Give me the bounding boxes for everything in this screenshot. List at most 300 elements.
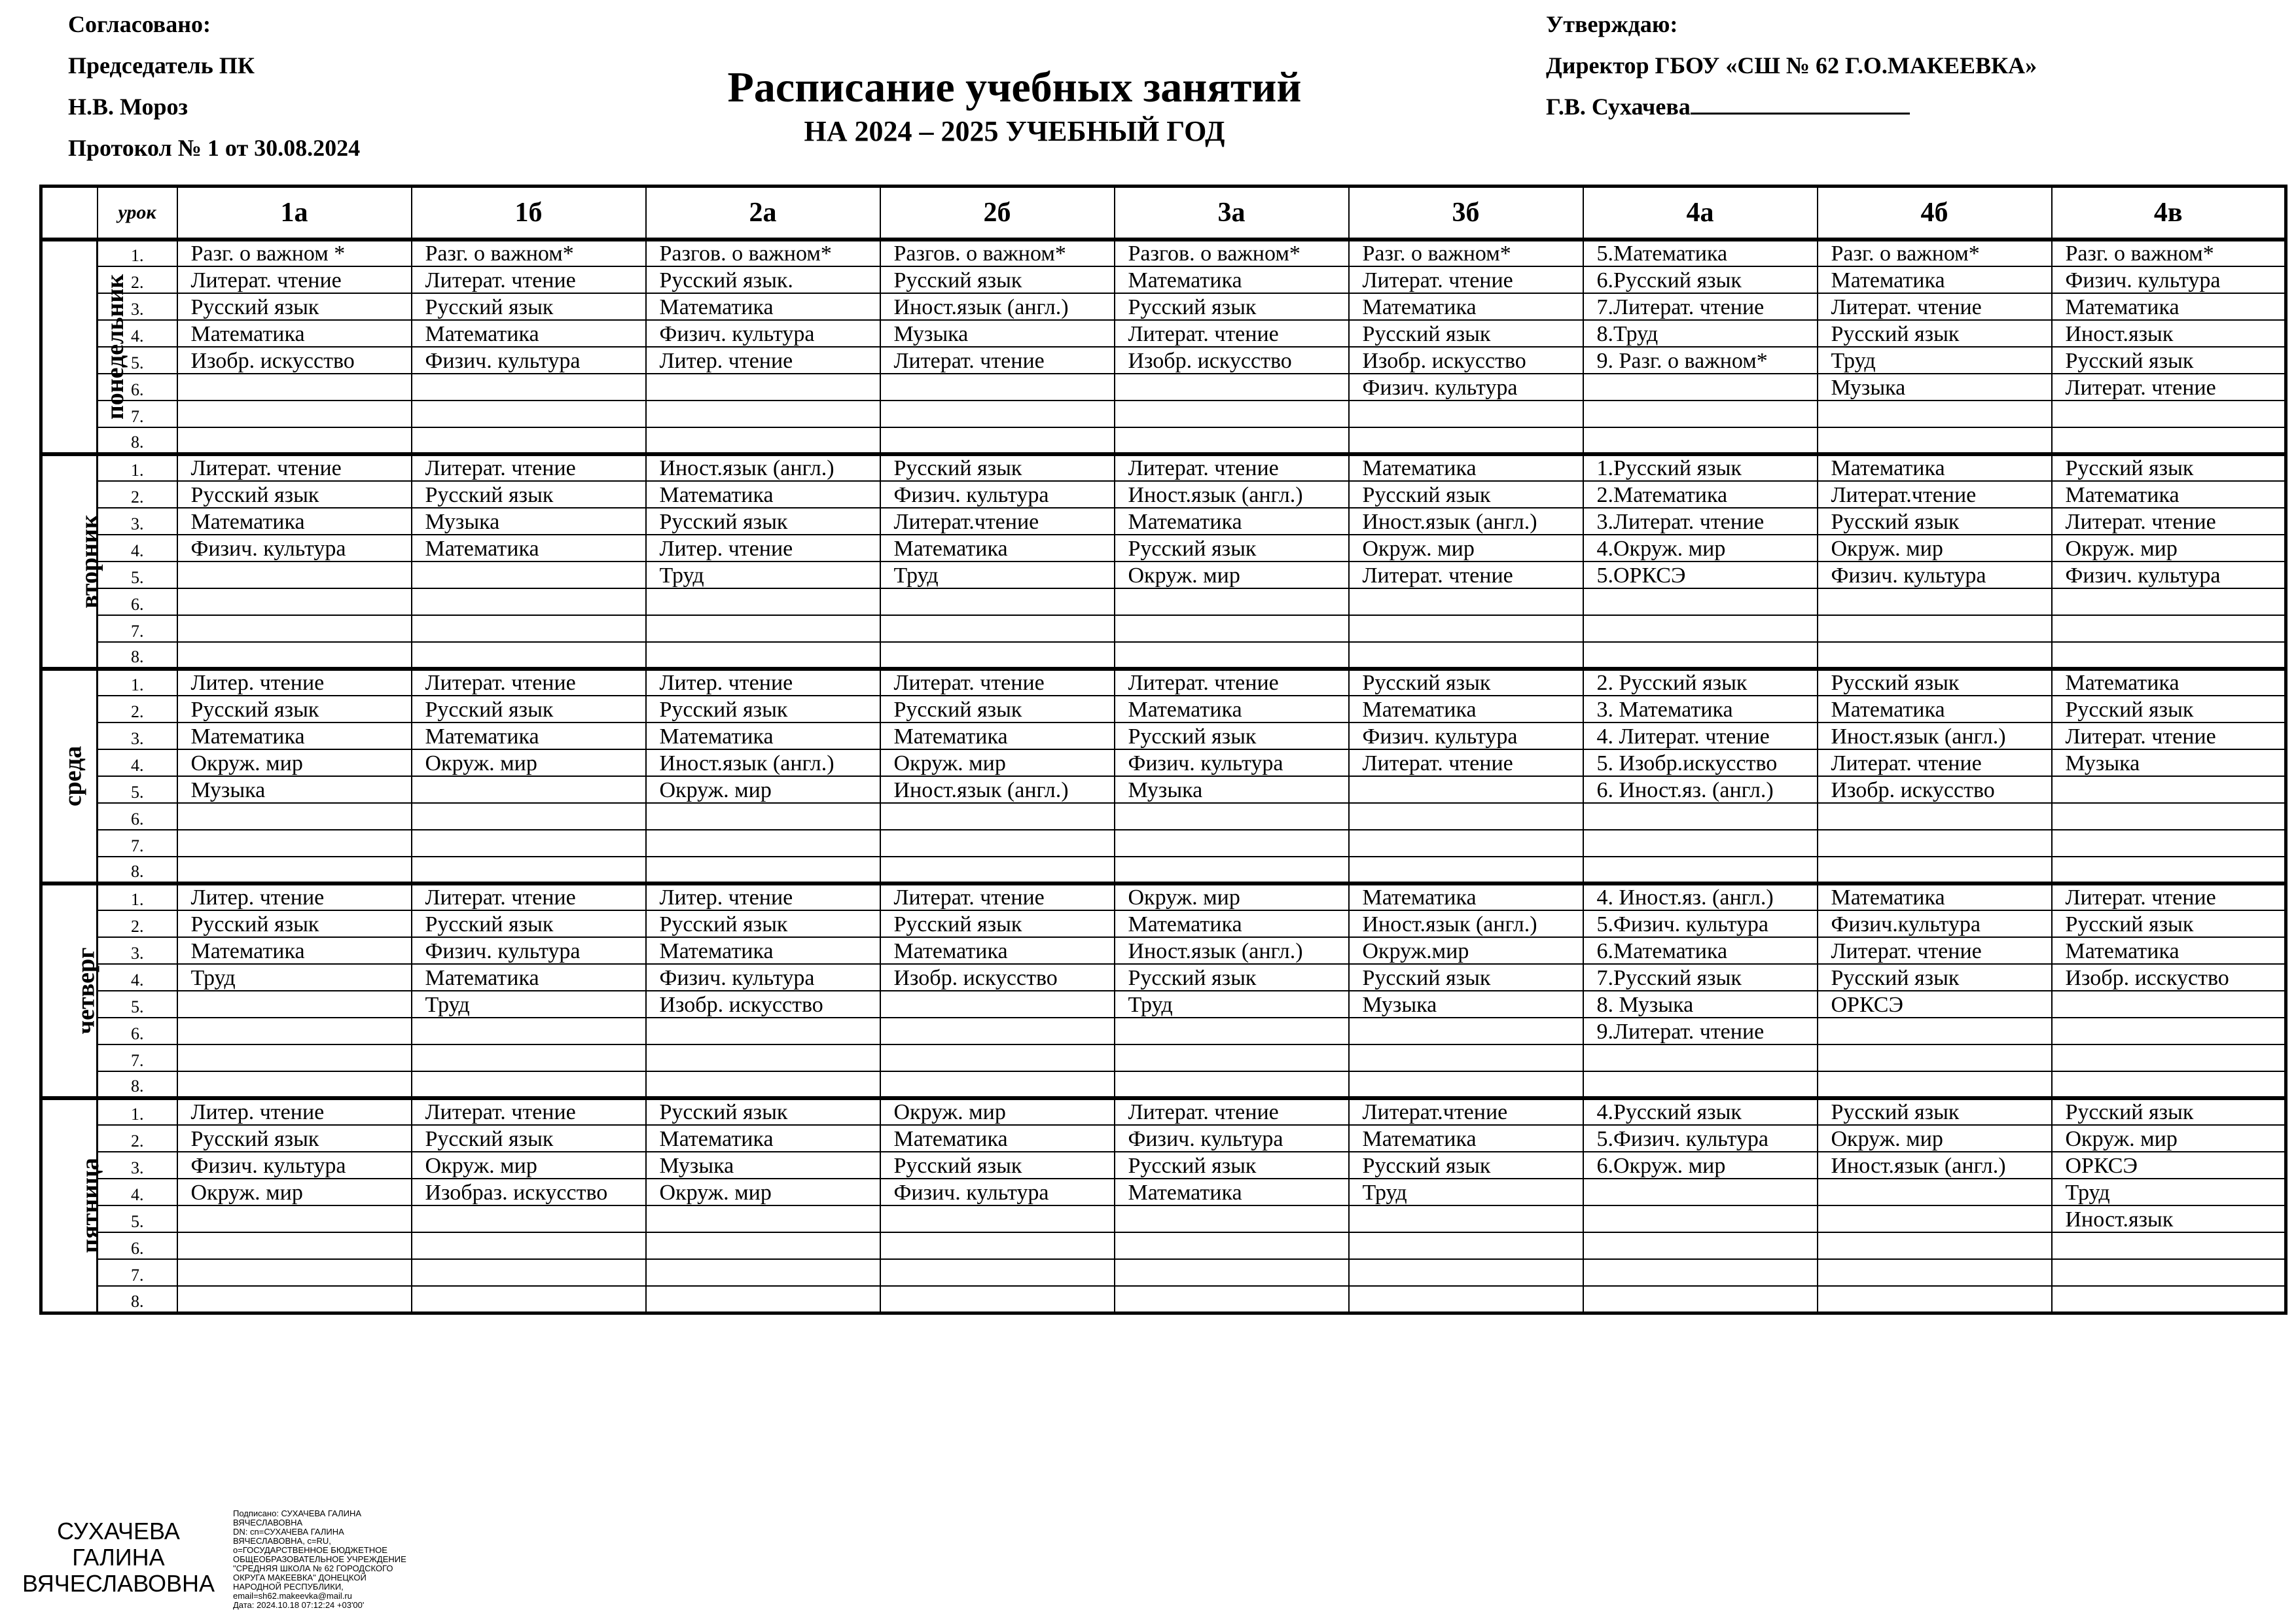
table-row xyxy=(41,266,2286,293)
lesson-cell xyxy=(412,401,646,427)
lesson-cell: Музыка xyxy=(1818,374,2052,401)
lesson-cell xyxy=(177,803,412,830)
lesson-cell: Физич. культура xyxy=(1818,562,2052,588)
lesson-number: 4. xyxy=(98,749,177,776)
lesson-cell: Математика xyxy=(1818,696,2052,722)
schedule-table xyxy=(39,185,2287,1315)
table-row xyxy=(41,401,2286,427)
lesson-cell: Русский язык xyxy=(1818,964,2052,991)
lesson-cell: 6.Математика xyxy=(1583,937,1818,964)
class-header: 2б xyxy=(880,187,1115,240)
lesson-cell: Математика xyxy=(880,535,1115,562)
lesson-cell: Русский язык xyxy=(1818,1098,2052,1125)
lesson-cell: Труд xyxy=(1818,347,2052,374)
lesson-number: 3. xyxy=(98,722,177,749)
lesson-cell: Математика xyxy=(646,937,880,964)
lesson-cell: Русский язык xyxy=(1115,964,1349,991)
lesson-cell: Окруж. мир xyxy=(880,1098,1115,1125)
lesson-number: 1. xyxy=(98,1098,177,1125)
lesson-cell: Математика xyxy=(1818,454,2052,481)
lesson-cell: Физич. культура xyxy=(646,320,880,347)
lesson-cell: Математика xyxy=(2052,293,2286,320)
stamp-detail-line: ОБЩЕОБРАЗОВАТЕЛЬНОЕ УЧРЕЖДЕНИЕ xyxy=(233,1554,406,1564)
lesson-cell: Математика xyxy=(646,481,880,508)
lesson-number: 2. xyxy=(98,266,177,293)
lesson-cell: Литерат. чтение xyxy=(412,454,646,481)
stamp-detail-line: email=sh62.makeevka@mail.ru xyxy=(233,1591,352,1601)
lesson-cell: Физич. культура xyxy=(646,964,880,991)
lesson-cell xyxy=(1349,427,1583,454)
lesson-cell: Математика xyxy=(1349,454,1583,481)
lesson-cell: Разгов. о важном* xyxy=(646,240,880,266)
lesson-number: 4. xyxy=(98,535,177,562)
lesson-cell: Труд xyxy=(2052,1179,2286,1205)
lesson-cell: Литер. чтение xyxy=(177,669,412,696)
header-row xyxy=(41,187,2286,240)
lesson-cell xyxy=(1583,1071,1818,1098)
lesson-cell xyxy=(412,830,646,857)
lesson-cell: Труд xyxy=(177,964,412,991)
lesson-cell: Русский язык xyxy=(412,696,646,722)
lesson-cell xyxy=(646,1044,880,1071)
lesson-cell: Иност.язык xyxy=(2052,1205,2286,1232)
lesson-cell: Математика xyxy=(2052,669,2286,696)
lesson-cell: Русский язык xyxy=(2052,347,2286,374)
lesson-cell: Литерат. чтение xyxy=(412,266,646,293)
lesson-cell: Русский язык xyxy=(1115,535,1349,562)
lesson-cell xyxy=(1818,401,2052,427)
table-row xyxy=(41,1098,2286,1125)
lesson-cell: Окруж. мир xyxy=(412,1152,646,1179)
day-cell xyxy=(41,454,103,669)
lesson-cell: Математика xyxy=(177,320,412,347)
lesson-cell xyxy=(177,1232,412,1259)
lesson-cell xyxy=(1583,803,1818,830)
lesson-cell: Физич. культура xyxy=(2052,562,2286,588)
lesson-cell xyxy=(1349,1232,1583,1259)
lesson-cell: Разг. о важном* xyxy=(412,240,646,266)
lesson-cell xyxy=(177,830,412,857)
lesson-cell: Литерат. чтение xyxy=(177,454,412,481)
lesson-cell: 8.Труд xyxy=(1583,320,1818,347)
lesson-cell: Русский язык xyxy=(2052,696,2286,722)
lesson-cell xyxy=(880,1205,1115,1232)
lesson-number: 4. xyxy=(98,964,177,991)
lesson-cell: Математика xyxy=(177,508,412,535)
table-row xyxy=(41,588,2286,615)
lesson-cell xyxy=(646,1205,880,1232)
lesson-cell: Изобр. искусство xyxy=(1349,347,1583,374)
class-header: 4в xyxy=(2052,187,2286,240)
lesson-cell: Физич. культура xyxy=(1115,749,1349,776)
lesson-cell xyxy=(1818,830,2052,857)
lesson-cell: Литерат. чтение xyxy=(880,669,1115,696)
approval-protocol: Протокол № 1 от 30.08.2024 xyxy=(68,135,361,161)
lesson-cell xyxy=(880,991,1115,1018)
lesson-number: 8. xyxy=(98,642,177,669)
lesson-number-header: урок xyxy=(98,187,177,240)
lesson-cell: Окруж. мир xyxy=(177,1179,412,1205)
lesson-cell xyxy=(177,642,412,669)
page-subtitle: НА 2024 – 2025 УЧЕБНЫЙ ГОД xyxy=(804,115,1225,147)
lesson-cell xyxy=(880,1232,1115,1259)
lesson-cell: Физич. культура xyxy=(177,1152,412,1179)
lesson-cell: 9.Литерат. чтение xyxy=(1583,1018,1818,1044)
lesson-cell xyxy=(1583,427,1818,454)
lesson-cell: Литер. чтение xyxy=(177,883,412,910)
lesson-cell: 7.Литерат. чтение xyxy=(1583,293,1818,320)
lesson-cell xyxy=(177,401,412,427)
lesson-number: 1. xyxy=(98,669,177,696)
lesson-cell xyxy=(646,615,880,642)
lesson-cell: ОРКСЭ xyxy=(2052,1152,2286,1179)
lesson-cell xyxy=(412,642,646,669)
table-row xyxy=(41,1152,2286,1179)
lesson-cell xyxy=(1349,615,1583,642)
lesson-cell: Иност.язык (англ.) xyxy=(1349,508,1583,535)
day-cell xyxy=(41,883,98,1098)
lesson-cell: Окруж. мир xyxy=(880,749,1115,776)
lesson-cell: Математика xyxy=(412,722,646,749)
lesson-cell: Математика xyxy=(880,722,1115,749)
lesson-cell: Литерат.чтение xyxy=(1349,1098,1583,1125)
lesson-cell xyxy=(1818,1018,2052,1044)
table-row xyxy=(41,240,2286,266)
class-header: 1а xyxy=(177,187,412,240)
lesson-number: 4. xyxy=(98,320,177,347)
lesson-cell xyxy=(646,427,880,454)
lesson-cell: Музыка xyxy=(412,508,646,535)
lesson-cell xyxy=(1583,1179,1818,1205)
lesson-cell: 5.Физич. культура xyxy=(1583,1125,1818,1152)
lesson-cell xyxy=(412,857,646,883)
lesson-cell: 6.Окруж. мир xyxy=(1583,1152,1818,1179)
lesson-number: 3. xyxy=(98,1152,177,1179)
lesson-cell: Литерат. чтение xyxy=(1115,454,1349,481)
lesson-number: 8. xyxy=(98,427,177,454)
lesson-cell xyxy=(1115,588,1349,615)
lesson-number: 6. xyxy=(98,1232,177,1259)
lesson-cell xyxy=(1818,1286,2052,1313)
lesson-cell xyxy=(1349,830,1583,857)
stamp-detail-line: "СРЕДНЯЯ ШКОЛА № 62 ГОРОДСКОГО xyxy=(233,1563,393,1573)
lesson-cell: Русский язык xyxy=(1818,669,2052,696)
lesson-cell xyxy=(646,588,880,615)
lesson-cell: Литерат. чтение xyxy=(1818,749,2052,776)
stamp-detail-line: Подписано: СУХАЧЕВА ГАЛИНА xyxy=(233,1508,361,1518)
lesson-cell xyxy=(412,588,646,615)
table-row xyxy=(41,374,2286,401)
table-row xyxy=(41,1259,2286,1286)
lesson-cell: Иност.язык (англ.) xyxy=(646,454,880,481)
lesson-cell: Математика xyxy=(880,937,1115,964)
stamp-detail-line: DN: cn=СУХАЧЕВА ГАЛИНА xyxy=(233,1527,344,1537)
lesson-cell xyxy=(880,1286,1115,1313)
lesson-cell xyxy=(412,1259,646,1286)
stamp-detail-line: НАРОДНОЙ РЕСПУБЛИКИ, xyxy=(233,1582,344,1592)
lesson-cell xyxy=(1115,615,1349,642)
lesson-cell: Русский язык xyxy=(646,910,880,937)
lesson-cell xyxy=(1818,642,2052,669)
lesson-cell xyxy=(646,1071,880,1098)
page-title: Расписание учебных занятий xyxy=(727,63,1302,111)
lesson-cell: Физич. культура xyxy=(1115,1125,1349,1152)
lesson-cell: 5.Физич. культура xyxy=(1583,910,1818,937)
lesson-number: 7. xyxy=(98,1044,177,1071)
lesson-number: 2. xyxy=(98,1125,177,1152)
lesson-cell: Математика xyxy=(177,722,412,749)
lesson-number: 7. xyxy=(98,830,177,857)
lesson-cell: Разг. о важном * xyxy=(177,240,412,266)
lesson-cell: 5. Изобр.искусство xyxy=(1583,749,1818,776)
lesson-cell xyxy=(177,615,412,642)
lesson-cell: Русский язык xyxy=(177,1125,412,1152)
lesson-cell: Русский язык xyxy=(646,508,880,535)
table-row xyxy=(41,642,2286,669)
table-row xyxy=(41,857,2286,883)
lesson-cell: Литерат. чтение xyxy=(2052,508,2286,535)
lesson-cell xyxy=(1115,642,1349,669)
table-row xyxy=(41,1044,2286,1071)
lesson-cell xyxy=(646,830,880,857)
lesson-cell: Русский язык xyxy=(177,481,412,508)
lesson-cell: Иност.язык (англ.) xyxy=(1115,937,1349,964)
lesson-cell: Окруж. мир xyxy=(1115,883,1349,910)
lesson-cell xyxy=(880,803,1115,830)
lesson-cell xyxy=(1349,803,1583,830)
day-label: понедельник xyxy=(101,274,130,420)
lesson-cell xyxy=(1115,374,1349,401)
lesson-cell: Музыка xyxy=(1115,776,1349,803)
lesson-cell xyxy=(880,857,1115,883)
lesson-cell: Разгов. о важном* xyxy=(1115,240,1349,266)
lesson-cell xyxy=(412,615,646,642)
lesson-cell: Литерат. чтение xyxy=(1349,266,1583,293)
lesson-cell: Литер. чтение xyxy=(177,1098,412,1125)
lesson-cell: Математика xyxy=(412,320,646,347)
lesson-cell xyxy=(880,401,1115,427)
lesson-cell xyxy=(2052,1232,2286,1259)
lesson-cell: Математика xyxy=(412,964,646,991)
lesson-cell xyxy=(1115,401,1349,427)
lesson-number: 2. xyxy=(98,910,177,937)
table-row xyxy=(41,347,2286,374)
lesson-cell xyxy=(1115,1018,1349,1044)
lesson-cell xyxy=(880,427,1115,454)
lesson-cell: Окруж. мир xyxy=(646,1179,880,1205)
lesson-number: 5. xyxy=(98,991,177,1018)
lesson-cell: Разг. о важном* xyxy=(2052,240,2286,266)
lesson-cell: Математика xyxy=(646,293,880,320)
table-row xyxy=(41,964,2286,991)
lesson-cell: Математика xyxy=(1349,696,1583,722)
lesson-cell: Окруж. мир xyxy=(177,749,412,776)
lesson-cell xyxy=(646,374,880,401)
confirm-name-line xyxy=(1546,86,2037,128)
lesson-cell: Математика xyxy=(1349,883,1583,910)
lesson-cell: Труд xyxy=(646,562,880,588)
lesson-cell: Русский язык xyxy=(1349,669,1583,696)
lesson-cell xyxy=(177,427,412,454)
lesson-cell xyxy=(2052,991,2286,1018)
signature-line xyxy=(1691,86,1910,115)
lesson-cell xyxy=(1583,1232,1818,1259)
lesson-cell: Окруж. мир xyxy=(1818,1125,2052,1152)
lesson-cell: Литерат. чтение xyxy=(2052,722,2286,749)
lesson-cell: Литерат. чтение xyxy=(1818,293,2052,320)
lesson-cell: 4.Окруж. мир xyxy=(1583,535,1818,562)
lesson-cell xyxy=(1818,857,2052,883)
table-row xyxy=(41,1018,2286,1044)
lesson-cell xyxy=(412,1205,646,1232)
lesson-cell: Литерат. чтение xyxy=(2052,883,2286,910)
lesson-cell: 4.Русский язык xyxy=(1583,1098,1818,1125)
lesson-cell: Русский язык xyxy=(1349,1152,1583,1179)
day-cell xyxy=(41,669,98,883)
confirm-position: Директор ГБОУ «СШ № 62 Г.О.МАКЕЕВКА» xyxy=(1546,52,2037,79)
stamp-detail-line: ОКРУГА МАКЕЕВКА" ДОНЕЦКОЙ xyxy=(233,1573,367,1582)
lesson-cell: Окруж. мир xyxy=(2052,535,2286,562)
lesson-cell xyxy=(2052,1259,2286,1286)
lesson-cell xyxy=(1349,401,1583,427)
lesson-cell xyxy=(1583,1259,1818,1286)
page-title-block xyxy=(668,62,1361,149)
lesson-cell xyxy=(1583,830,1818,857)
confirm-name: Г.В. Сухачева xyxy=(1546,94,1691,120)
lesson-cell xyxy=(2052,857,2286,883)
lesson-cell: Изобр. исскуство xyxy=(2052,964,2286,991)
lesson-cell: Русский язык xyxy=(1349,320,1583,347)
lesson-number: 1. xyxy=(98,240,177,266)
lesson-cell: Литерат. чтение xyxy=(1115,669,1349,696)
lesson-cell: Физич. культура xyxy=(1349,374,1583,401)
lesson-cell xyxy=(1818,615,2052,642)
table-row xyxy=(41,669,2286,696)
lesson-cell xyxy=(1115,803,1349,830)
lesson-cell: Математика xyxy=(1349,293,1583,320)
table-row xyxy=(41,508,2286,535)
lesson-cell: 2. Русский язык xyxy=(1583,669,1818,696)
lesson-cell: Русский язык xyxy=(646,696,880,722)
lesson-cell xyxy=(1818,1232,2052,1259)
lesson-cell xyxy=(1583,1044,1818,1071)
lesson-cell xyxy=(2052,401,2286,427)
lesson-cell xyxy=(880,1259,1115,1286)
lesson-cell xyxy=(177,1286,412,1313)
lesson-cell: Физич. культура xyxy=(412,347,646,374)
lesson-cell: Окруж. мир xyxy=(412,749,646,776)
lesson-number: 8. xyxy=(98,1286,177,1313)
lesson-cell xyxy=(177,588,412,615)
lesson-number: 1. xyxy=(98,454,177,481)
stamp-detail-line: o=ГОСУДАРСТВЕННОЕ БЮДЖЕТНОЕ xyxy=(233,1545,387,1555)
lesson-cell: Математика xyxy=(2052,481,2286,508)
lesson-number: 1. xyxy=(98,883,177,910)
lesson-cell: Изобр. искусство xyxy=(646,991,880,1018)
lesson-cell xyxy=(880,642,1115,669)
lesson-cell: Русский язык xyxy=(880,454,1115,481)
lesson-cell xyxy=(1583,1205,1818,1232)
lesson-cell: Математика xyxy=(646,722,880,749)
lesson-cell: Русский язык xyxy=(1115,722,1349,749)
lesson-number: 6. xyxy=(98,1018,177,1044)
lesson-cell xyxy=(2052,615,2286,642)
lesson-cell: Окруж.мир xyxy=(1349,937,1583,964)
day-label: вторник xyxy=(75,514,103,609)
lesson-cell xyxy=(1818,1259,2052,1286)
lesson-cell xyxy=(1115,1286,1349,1313)
lesson-cell xyxy=(1583,401,1818,427)
table-row xyxy=(41,535,2286,562)
approval-label: Согласовано: xyxy=(68,11,211,37)
lesson-cell xyxy=(646,642,880,669)
table-row xyxy=(41,722,2286,749)
lesson-cell xyxy=(412,1286,646,1313)
lesson-cell: Физич. культура xyxy=(880,1179,1115,1205)
lesson-cell: Русский язык xyxy=(412,481,646,508)
lesson-cell xyxy=(1349,1205,1583,1232)
lesson-cell: Математика xyxy=(2052,937,2286,964)
lesson-cell xyxy=(412,1018,646,1044)
lesson-cell: Иност.язык (англ.) xyxy=(880,293,1115,320)
lesson-cell xyxy=(2052,1071,2286,1098)
lesson-cell: 1.Русский язык xyxy=(1583,454,1818,481)
lesson-cell: 9. Разг. о важном* xyxy=(1583,347,1818,374)
lesson-cell: Литерат. чтение xyxy=(880,347,1115,374)
lesson-cell xyxy=(2052,642,2286,669)
lesson-number: 3. xyxy=(98,508,177,535)
lesson-cell: Физич. культура xyxy=(177,535,412,562)
table-row xyxy=(41,910,2286,937)
lesson-cell xyxy=(1583,374,1818,401)
lesson-cell xyxy=(880,1071,1115,1098)
lesson-cell xyxy=(1115,1044,1349,1071)
lesson-cell xyxy=(412,427,646,454)
lesson-cell: Русский язык xyxy=(1115,1152,1349,1179)
table-row xyxy=(41,696,2286,722)
lesson-cell: Окруж. мир xyxy=(2052,1125,2286,1152)
lesson-cell xyxy=(646,1286,880,1313)
lesson-cell: Русский язык xyxy=(1818,508,2052,535)
lesson-cell xyxy=(1115,1071,1349,1098)
lesson-cell: Литерат. чтение xyxy=(1349,562,1583,588)
approval-block xyxy=(68,4,360,169)
lesson-number: 8. xyxy=(98,857,177,883)
table-row xyxy=(41,776,2286,803)
lesson-cell: Литерат. чтение xyxy=(880,883,1115,910)
lesson-cell xyxy=(880,1044,1115,1071)
lesson-cell: Литерат. чтение xyxy=(412,669,646,696)
lesson-cell xyxy=(880,830,1115,857)
lesson-cell: Разгов. о важном* xyxy=(880,240,1115,266)
lesson-cell: Русский язык xyxy=(646,1098,880,1125)
lesson-cell: Русский язык xyxy=(412,293,646,320)
lesson-cell: Русский язык xyxy=(412,1125,646,1152)
lesson-cell xyxy=(880,1018,1115,1044)
lesson-cell: 3. Математика xyxy=(1583,696,1818,722)
lesson-cell xyxy=(177,1205,412,1232)
day-label: четверг xyxy=(72,947,100,1035)
lesson-cell xyxy=(412,374,646,401)
lesson-cell: Литерат. чтение xyxy=(1115,320,1349,347)
lesson-cell: 5.ОРКСЭ xyxy=(1583,562,1818,588)
lesson-cell: 5.Математика xyxy=(1583,240,1818,266)
table-row xyxy=(41,427,2286,454)
lesson-cell xyxy=(1818,803,2052,830)
lesson-cell: Математика xyxy=(177,937,412,964)
day-cell xyxy=(41,240,130,454)
lesson-cell: Русский язык xyxy=(880,266,1115,293)
